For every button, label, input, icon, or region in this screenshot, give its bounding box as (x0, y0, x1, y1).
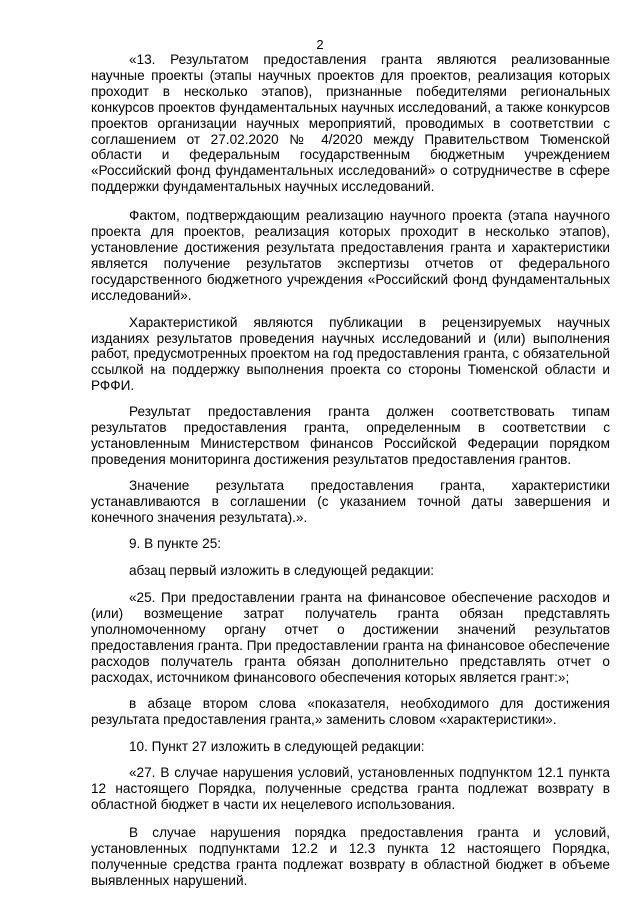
paragraph-result-value: Значение результата предоставления гранта, характеристики устанавливаются в соглашении (с указанием точной даты завершения и конечного значения результата).». (91, 477, 610, 525)
paragraph-characteristic: Характеристикой являются публикации в рецензируемых научных изданиях результатов проведения научных исследований и (или) выполнения работ, предусмотренных проектом на год предоставления гранта, с обязательной ссылкой на поддержку выполнения проекта со стороны Тюменской области и РФФИ. (91, 314, 610, 394)
paragraph-27-misuse: «27. В случае нарушения условий, установленных подпунктом 12.1 пункта 12 настоящего Порядка, полученные средства гранта подлежат возврату в областной бюджет в части их нецелевого использования. (91, 765, 610, 813)
paragraph-item-9: 9. В пункте 25: (129, 536, 222, 552)
paragraph-result-types: Результат предоставления гранта должен соответствовать типам результатов предоставления гранта, определенным в соответствии с установленным Министерством финансов Российской Федерации порядком проведения мониторинга достижения результатов предоставления грантов. (91, 404, 610, 467)
page-number: 2 (316, 37, 324, 52)
document-body (91, 52, 610, 899)
paragraph-second-abzac: в абзаце втором слова «показателя, необходимого для достижения результата предоставления гранта,» заменить словом «характеристики». (91, 695, 610, 727)
paragraph-first-abzac: абзац первый изложить в следующей редакции: (129, 563, 435, 579)
paragraph-13-result: «13. Результатом предоставления гранта являются реализованные научные проекты (этапы научных проектов для проектов, реализация которых проходит в несколько этапов), признанные победителями региональных конкурсов проектов фундаментальных научных исследований, а также конкурсов проектов организации научных мероприятий, проводимых в соответствии с соглашением от 27.02.2020 № 4/2020 между Правительством Тюменской области и федеральным государственным бюджетным учреждением «Российский фонд фундаментальных исследований» о сотрудничестве в сфере поддержки фундаментальных научных исследований. (91, 52, 610, 195)
paragraph-27-violations: В случае нарушения порядка предоставления гранта и условий, установленных подпунктами 12.2 и 12.3 пункта 12 настоящего Порядка, полученные средства гранта подлежат возврату в областной бюджет в объеме выявленных нарушений. (91, 825, 610, 888)
paragraph-fact-confirming: Фактом, подтверждающим реализацию научного проекта (этапа научного проекта для проектов, реализация которых проходит в несколько этапов), установление достижения результата предоставления гранта и характеристики является получение результатов экспертизы отчетов от федерального государственного бюджетного учреждения «Российский фонд фундаментальных исследований». (91, 208, 610, 303)
paragraph-25-report: «25. При предоставлении гранта на финансовое обеспечение расходов и (или) возмещение затрат получатель гранта обязан представлять уполномоченному органу отчет о достижении значений результатов предоставления гранта. При предоставлении гранта на финансовое обеспечение расходов получатель гранта обязан дополнительно представлять отчет о расходах, источником финансового обеспечения которых является грант:»; (91, 590, 610, 685)
paragraph-item-10: 10. Пункт 27 изложить в следующей редакции: (129, 738, 425, 754)
